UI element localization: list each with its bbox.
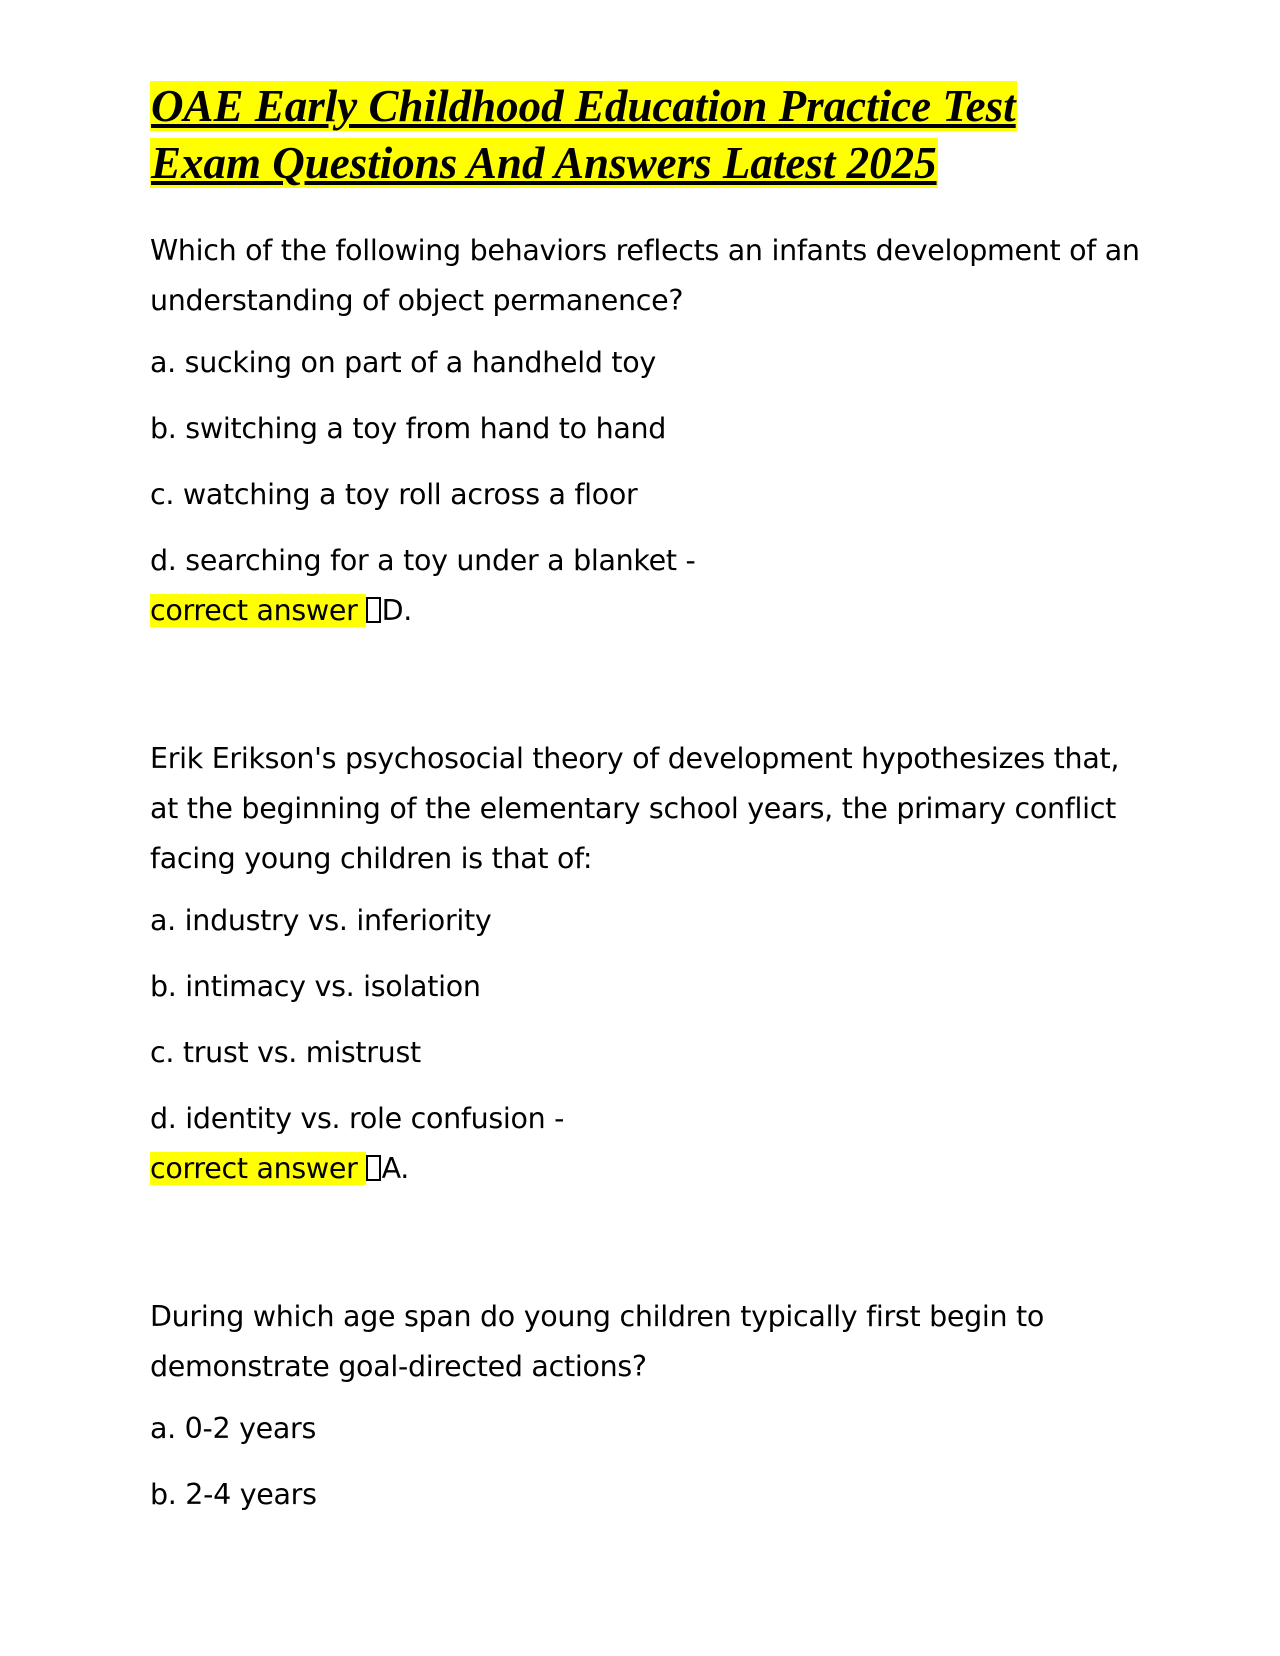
title-line-2: Exam Questions And Answers Latest 2025	[151, 138, 937, 188]
option-c: c. trust vs. mistrust	[150, 1036, 421, 1069]
question-text: During which age span do young children typically first begin to demonstrate goal-directed actions?	[150, 1300, 1045, 1383]
option-b: b. 2-4 years	[150, 1478, 317, 1511]
option-d: d. searching for a toy under a blanket -	[150, 544, 696, 577]
option-c: c. watching a toy roll across a floor	[150, 478, 638, 511]
checkbox-glyph-icon	[366, 1155, 381, 1181]
correct-answer-value: D.	[381, 594, 412, 627]
correct-answer-value: A.	[381, 1152, 410, 1185]
question-block-2	[150, 734, 1150, 1194]
correct-answer-line	[150, 586, 1150, 636]
checkbox-glyph-icon	[366, 597, 381, 623]
correct-answer-label: correct answer	[150, 1152, 366, 1185]
document-page	[150, 78, 1150, 1520]
option-a: a. sucking on part of a handheld toy	[150, 346, 656, 379]
correct-answer-label: correct answer	[150, 594, 366, 627]
option-b: b. intimacy vs. isolation	[150, 970, 481, 1003]
question-text: Which of the following behaviors reflects an infants development of an understanding of object permanence?	[150, 234, 1140, 317]
correct-answer-line	[150, 1144, 1150, 1194]
option-d: d. identity vs. role confusion -	[150, 1102, 565, 1135]
question-block-3	[150, 1292, 1150, 1520]
option-a: a. 0-2 years	[150, 1412, 317, 1445]
option-b: b. switching a toy from hand to hand	[150, 412, 667, 445]
document-title	[150, 78, 1150, 192]
title-line-1: OAE Early Childhood Education Practice Test	[151, 81, 1016, 131]
question-block-1	[150, 226, 1150, 636]
option-a: a. industry vs. inferiority	[150, 904, 492, 937]
question-text: Erik Erikson's psychosocial theory of development hypothesizes that, at the beginning of the elementary school years, the primary conflict facing young children is that of:	[150, 742, 1120, 875]
